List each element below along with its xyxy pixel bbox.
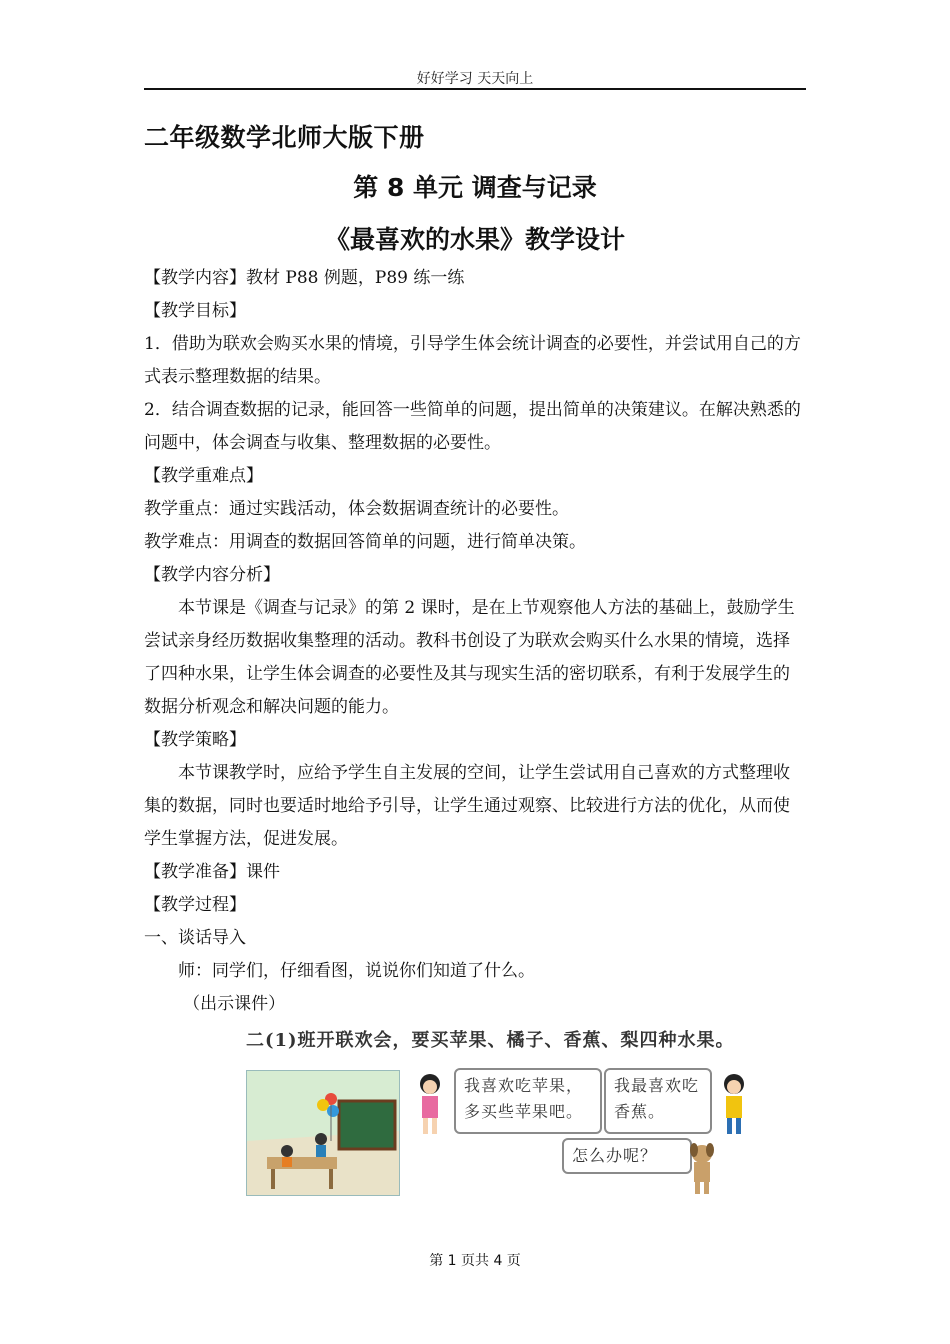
classroom-drawing <box>247 1071 399 1195</box>
lesson-body <box>144 262 806 1021</box>
dog-character-icon <box>680 1140 724 1200</box>
analysis-heading: 【教学内容分析】 <box>144 565 280 585</box>
page-header-motto: 好好学习 天天向上 <box>416 71 534 87</box>
courseware-note: （出示课件） <box>183 994 286 1014</box>
analysis-paragraph: 本节课是《调查与记录》的第 2 课时，是在上节观察他人方法的基础上，鼓励学生尝试亲身经历数据收集整理的活动。教科书创设了为联欢会购买什么水果的情境，选择了四种水果，让学生体会调查的必要性及其与现实生活的密切联系，有利于发展学生的数据分析观念和解决问题的能力。 <box>144 598 795 717</box>
speech-bubble-banana: 我最喜欢吃香蕉。 <box>604 1068 712 1134</box>
difficulty-point: 教学难点：用调查的数据回答简单的问题，进行简单决策。 <box>144 532 586 552</box>
unit-title: 第 8 单元 调查与记录 <box>353 173 597 202</box>
process-heading: 【教学过程】 <box>144 895 246 915</box>
boy-character-icon <box>714 1070 754 1140</box>
girl-character-icon <box>410 1070 450 1140</box>
strategy-paragraph: 本节课教学时，应给予学生自主发展的空间，让学生尝试用自己喜欢的方式整理收集的数据，同时也要适时地给予引导，让学生通过观察、比较进行方法的优化，从而使学生掌握方法，促进发展。 <box>144 763 790 849</box>
goal-2: 2．结合调查数据的记录，能回答一些简单的问题，提出简单的决策建议。在解决熟悉的问题中，体会调查与收集、整理数据的必要性。 <box>144 400 801 453</box>
page-footer: 第 1 页共 4 页 <box>429 1253 521 1269</box>
teaching-content: 【教学内容】教材 P88 例题，P89 练一练 <box>144 268 465 288</box>
goal-1: 1．借助为联欢会购买水果的情境，引导学生体会统计调查的必要性，并尝试用自己的方式表示整理数据的结果。 <box>144 334 801 387</box>
speech-bubble-apple: 我喜欢吃苹果，多买些苹果吧。 <box>454 1068 602 1134</box>
lesson-title: 《最喜欢的水果》教学设计 <box>324 225 625 254</box>
teacher-line: 师：同学们，仔细看图，说说你们知道了什么。 <box>178 961 535 981</box>
keypoints-heading: 【教学重难点】 <box>144 466 263 486</box>
step-1-heading: 一、谈话导入 <box>144 928 246 948</box>
goals-heading: 【教学目标】 <box>144 301 246 321</box>
grade-title: 二年级数学北师大版下册 <box>144 123 425 152</box>
classroom-illustration <box>246 1070 400 1196</box>
key-point: 教学重点：通过实践活动，体会数据调查统计的必要性。 <box>144 499 569 519</box>
strategy-heading: 【教学策略】 <box>144 730 246 750</box>
illustration-caption: 二(1)班开联欢会，要买苹果、橘子、香蕉、梨四种水果。 <box>246 1030 735 1051</box>
header-divider <box>144 88 806 90</box>
speech-bubble-question: 怎么办呢？ <box>562 1138 692 1174</box>
preparation-line: 【教学准备】课件 <box>144 862 280 882</box>
